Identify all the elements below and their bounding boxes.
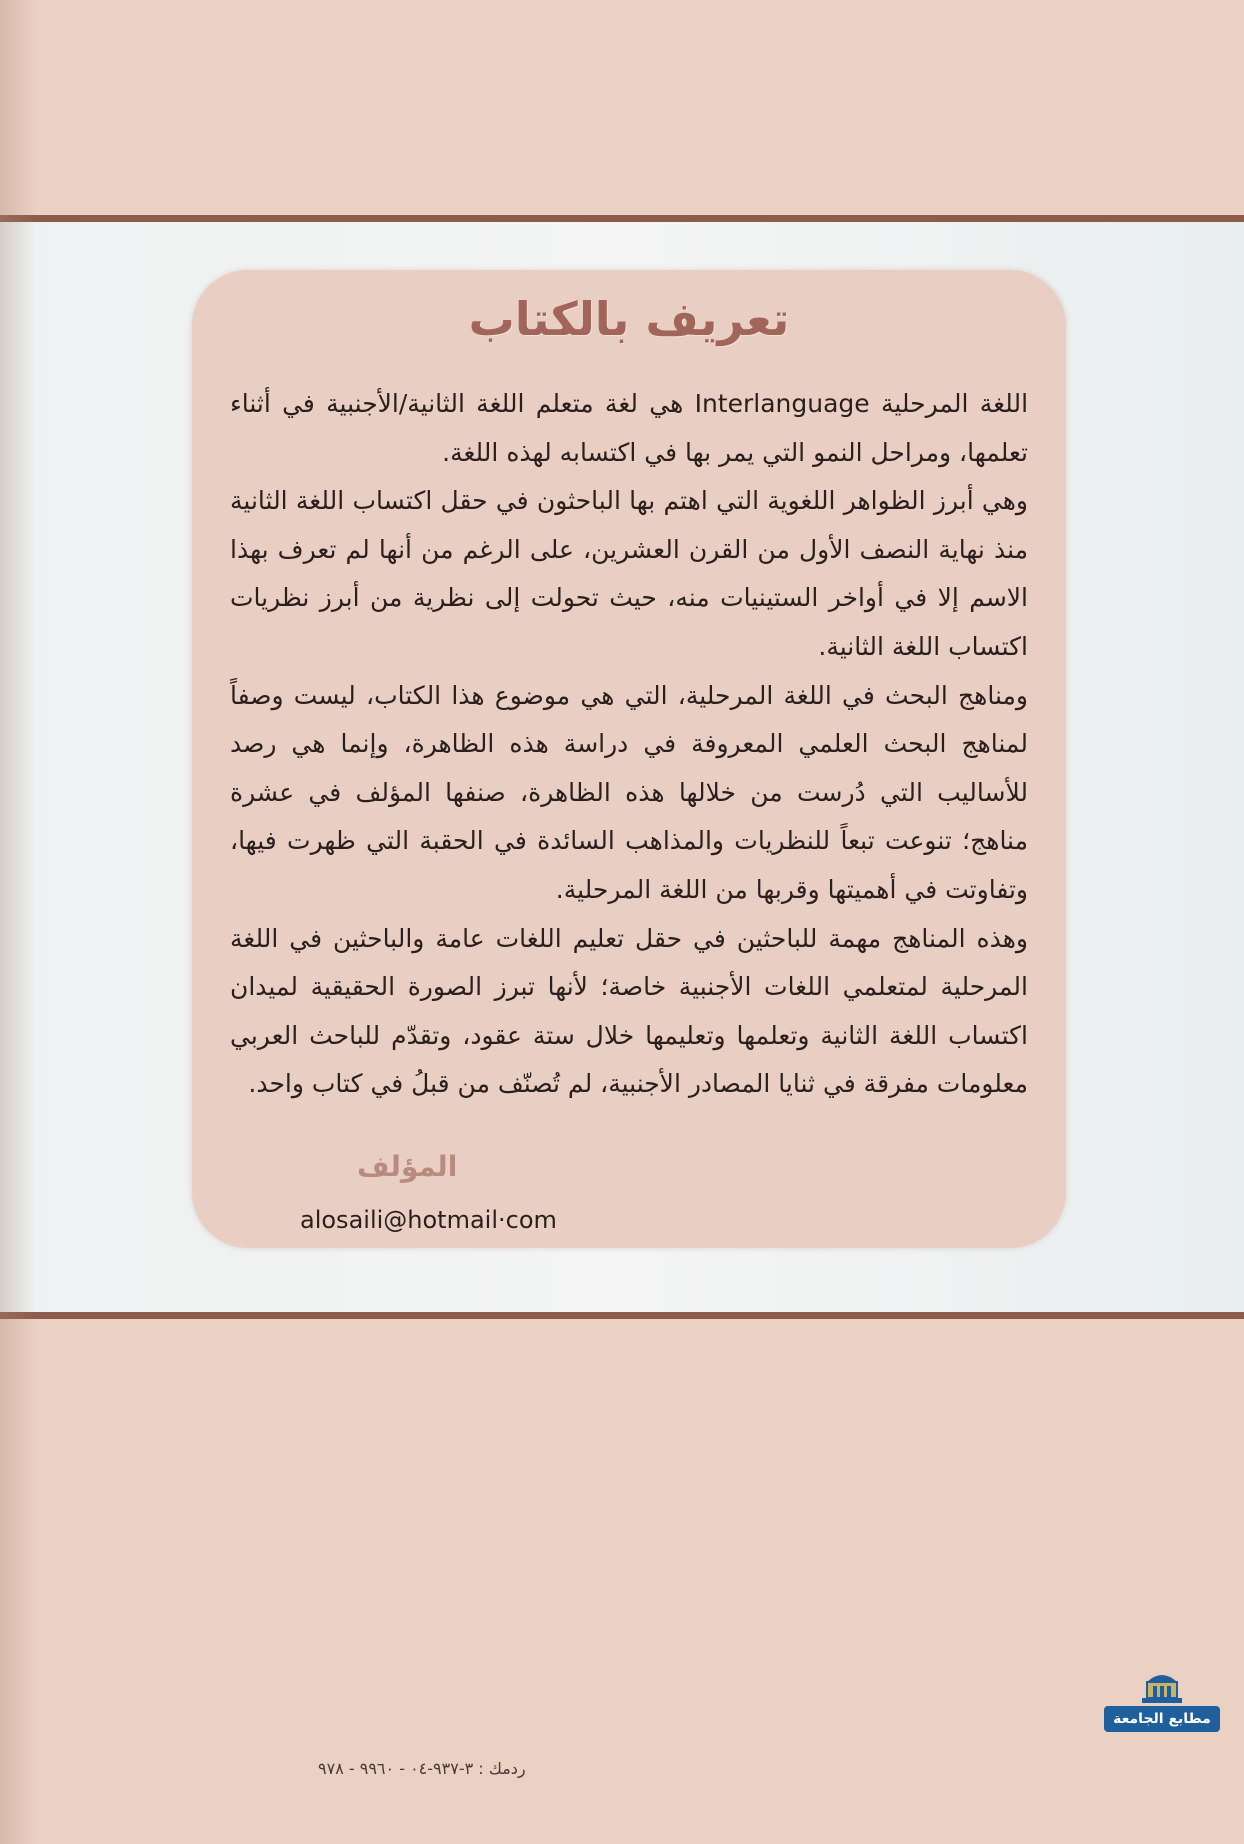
publisher-name: مطابع الجامعة <box>1104 1706 1220 1732</box>
paragraph-4: وهذه المناهج مهمة للباحثين في حقل تعليم اللغات عامة والباحثين في اللغة المرحلية لمتعلمي اللغات الأجنبية خاصة؛ لأنها تبرز الصورة الحقيقية لميدان اكتساب اللغة الثانية وتعلمها وتعليمها خلال ستة عقود، وتقدّم للباحث العربي معلومات مفرقة في ثنايا المصادر الأجنبية، لم تُصنّف من قبلُ في كتاب واحد. <box>230 923 1028 1099</box>
paragraph-1: اللغة المرحلية Interlanguage هي لغة متعلم اللغة الثانية/الأجنبية في أثناء تعلمها، ومراحل النمو التي يمر بها في اكتسابه لهذه اللغة. <box>230 389 1029 467</box>
university-emblem-icon <box>1141 1670 1183 1704</box>
book-description <box>230 380 1028 1109</box>
author-label: المؤلف <box>357 1150 458 1183</box>
author-email: alosaili@hotmail·com <box>300 1206 557 1234</box>
panel-title: تعريف بالكتاب <box>468 292 790 346</box>
paragraph-2: وهي أبرز الظواهر اللغوية التي اهتم بها الباحثون في حقل اكتساب اللغة الثانية منذ نهاية النصف الأول من القرن العشرين، على الرغم من أنها لم تعرف بهذا الاسم إلا في أواخر الستينيات منه، حيث تحولت إلى نظرية من أبرز نظريات اكتساب اللغة الثانية. <box>230 486 1028 661</box>
spine-shadow <box>0 0 36 1844</box>
isbn-number: ردمك : ٣-٩٣٧-٠٤ - ٩٩٦٠ - ٩٧٨ <box>318 1759 526 1778</box>
top-divider-rule <box>0 215 1244 222</box>
publisher-logo <box>1104 1670 1220 1732</box>
cover-bottom-area <box>0 1322 1244 1844</box>
bottom-divider-rule <box>0 1312 1244 1319</box>
paragraph-3: ومناهج البحث في اللغة المرحلية، التي هي موضوع هذا الكتاب، ليست وصفاً لمناهج البحث العلمي المعروفة في دراسة هذه الظاهرة، وإنما هي رصد للأساليب التي دُرست من خلالها هذه الظاهرة، صنفها المؤلف في عشرة مناهج؛ تنوعت تبعاً للنظريات والمذاهب السائدة في الحقبة التي ظهرت فيها، وتفاوتت في أهميتها وقربها من اللغة المرحلية. <box>230 680 1028 904</box>
cover-top-area <box>0 0 1244 218</box>
book-intro-panel <box>192 270 1066 1248</box>
